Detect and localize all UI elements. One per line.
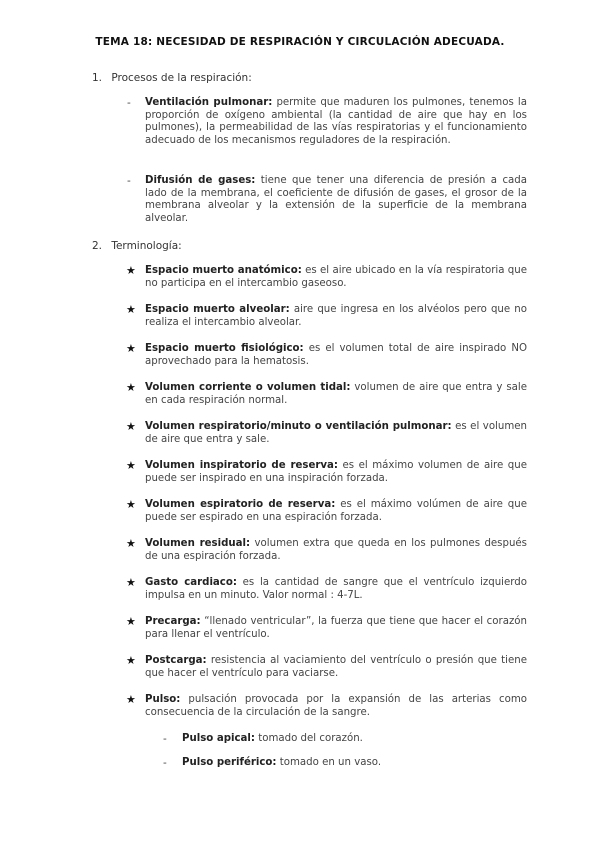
star-bullet-icon: ★	[126, 264, 136, 277]
dash-bullet: -	[163, 757, 167, 769]
item-text: es el volumen total de aire inspirado NO aprovechado para la hematosis.	[145, 343, 527, 367]
item-term: Pulso periférico:	[182, 757, 277, 768]
item-text: “llenado ventricular”, la fuerza que tiene que hacer el corazón para llenar el ventrículo.	[145, 616, 527, 640]
item-term: Postcarga:	[145, 655, 207, 666]
item-term: Volumen espiratorio de reserva:	[145, 499, 336, 510]
section-title: Procesos de la respiración:	[111, 72, 252, 84]
item-text: es el volumen de aire que entra y sale.	[145, 421, 527, 445]
item-term: Volumen corriente o volumen tidal:	[145, 382, 351, 393]
item-term: Espacio muerto anatómico:	[145, 265, 302, 276]
item-text: volumen de aire que entra y sale en cada respiración normal.	[145, 382, 527, 406]
item-term: Pulso apical:	[182, 733, 255, 744]
document-title: TEMA 18: NECESIDAD DE RESPIRACIÓN Y CIRCULACIÓN ADECUADA.	[95, 36, 505, 48]
star-bullet-icon: ★	[126, 381, 136, 394]
item-text: es el máximo volumen de aire que puede ser inspirado en una inspiración forzada.	[145, 460, 527, 484]
item-term: Volumen residual:	[145, 538, 251, 549]
item-term: Volumen respiratorio/minuto o ventilación pulmonar:	[145, 421, 452, 432]
item-term: Difusión de gases:	[145, 175, 256, 186]
star-bullet-icon: ★	[126, 498, 136, 511]
star-bullet-icon: ★	[126, 459, 136, 472]
item-term: Pulso:	[145, 694, 181, 705]
item-term: Ventilación pulmonar:	[145, 97, 273, 108]
item-text: tomado en un vaso.	[279, 757, 382, 768]
item-text: tiene que tener una diferencia de presión a cada lado de la membrana, el coeficiente de difusión de gases, el grosor de la membrana alveolar y la extensión de la superficie de la membrana alveolar.	[145, 175, 528, 224]
item-text: es el aire ubicado en la vía respiratoria que no participa en el intercambio gaseoso.	[145, 265, 527, 289]
star-bullet-icon: ★	[126, 615, 136, 628]
star-bullet-icon: ★	[126, 693, 136, 706]
item-text: es el máximo volúmen de aire que puede ser espirado en una espiración forzada.	[145, 499, 528, 523]
section-heading-2	[92, 240, 182, 252]
section-number: 1.	[92, 72, 103, 84]
item-text: resistencia al vaciamiento del ventrículo o presión que tiene que hacer el ventrículo para vaciarse.	[145, 655, 527, 679]
star-bullet-icon: ★	[126, 342, 136, 355]
star-bullet-icon: ★	[126, 576, 136, 589]
dash-bullet: -	[163, 733, 167, 745]
item-term: Espacio muerto alveolar:	[145, 304, 290, 315]
item-text: volumen extra que queda en los pulmones después de una espiración forzada.	[145, 538, 527, 562]
section-number: 2.	[92, 240, 103, 252]
star-bullet-icon: ★	[126, 420, 136, 433]
item-text: aire que ingresa en los alvéolos pero que no realiza el intercambio alveolar.	[145, 304, 527, 328]
star-bullet-icon: ★	[126, 303, 136, 316]
dash-bullet: -	[127, 175, 131, 187]
item-term: Gasto cardiaco:	[145, 577, 237, 588]
section-heading-1	[92, 72, 252, 84]
star-bullet-icon: ★	[126, 654, 136, 667]
item-text: es la cantidad de sangre que el ventrículo izquierdo impulsa en un minuto. Valor normal : 4-7L.	[145, 577, 527, 601]
item-term: Espacio muerto fisiológico:	[145, 343, 304, 354]
item-text: permite que maduren los pulmones, tenemos la proporción de oxígeno ambiental (la cantidad de aire que hay en los pulmones), la permeabilidad de las vías respiratorias y el funcionamiento adecuado de los mecanismos reguladores de la respiración.	[145, 97, 527, 146]
section-title: Terminología:	[111, 240, 182, 252]
star-bullet-icon: ★	[126, 537, 136, 550]
item-term: Volumen inspiratorio de reserva:	[145, 460, 338, 471]
item-text: tomado del corazón.	[258, 733, 363, 744]
dash-bullet: -	[127, 97, 131, 109]
item-term: Precarga:	[145, 616, 201, 627]
item-text: pulsación provocada por la expansión de las arterias como consecuencia de la circulación de la sangre.	[145, 694, 527, 718]
